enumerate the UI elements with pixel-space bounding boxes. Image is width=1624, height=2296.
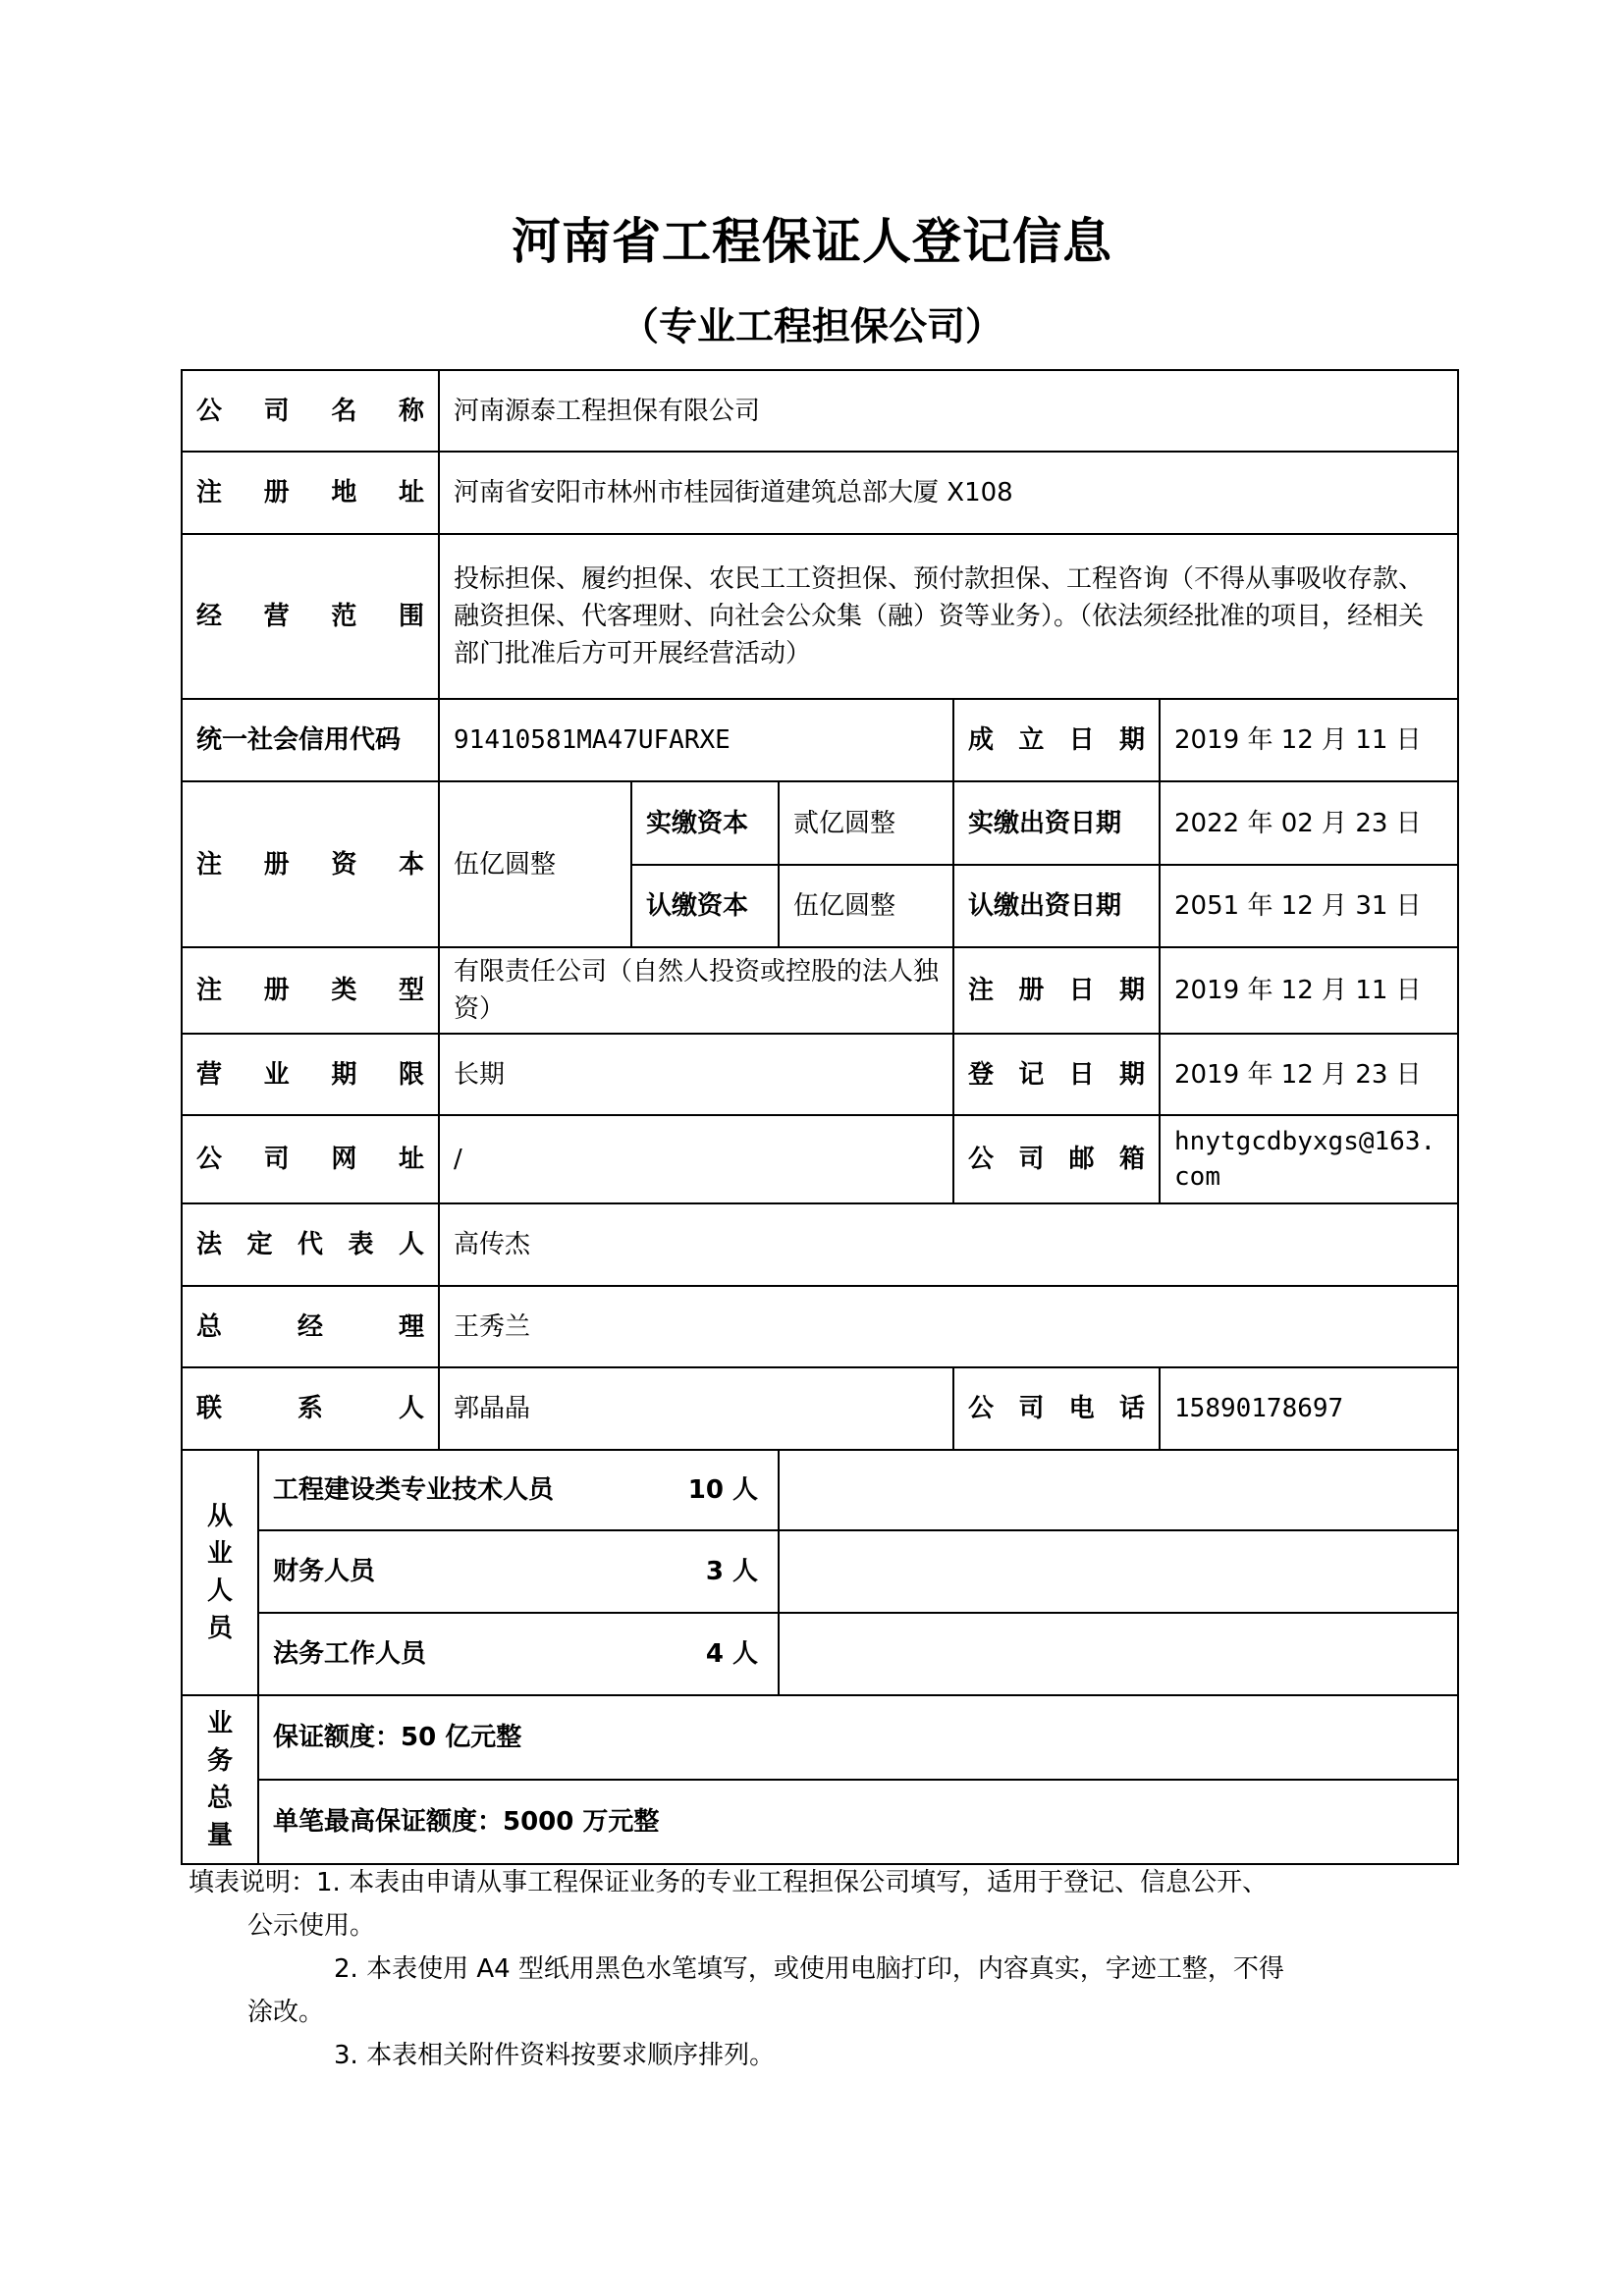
row-business-1 bbox=[182, 1695, 1458, 1780]
row-company-name bbox=[182, 370, 1458, 452]
staff-blank bbox=[779, 1450, 1458, 1530]
staff-blank bbox=[779, 1530, 1458, 1613]
value-legal-rep: 高传杰 bbox=[439, 1203, 1458, 1286]
staff-role: 财务人员 bbox=[273, 1557, 376, 1586]
page-title: 河南省工程保证人登记信息 bbox=[512, 213, 1112, 270]
label-record-date: 登记日期 bbox=[953, 1034, 1160, 1115]
row-gm bbox=[182, 1286, 1458, 1367]
value-company-name: 河南源泰工程担保有限公司 bbox=[439, 370, 1458, 452]
row-legal-rep bbox=[182, 1203, 1458, 1286]
label-subscribed-capital: 认缴资本 bbox=[631, 865, 779, 947]
label-reg-date: 注册日期 bbox=[953, 947, 1160, 1034]
note-line-1b: 公示使用。 bbox=[247, 1911, 376, 1941]
label-capital: 注册资本 bbox=[182, 781, 439, 947]
value-reg-date: 2019 年 12 月 11 日 bbox=[1160, 947, 1458, 1034]
value-credit-code: 91410581MA47UFARXE bbox=[439, 699, 953, 781]
label-staff: 从业人员 bbox=[182, 1450, 258, 1695]
staff-role: 法务工作人员 bbox=[273, 1639, 427, 1669]
value-capital: 伍亿圆整 bbox=[439, 781, 631, 947]
label-phone: 公司电话 bbox=[953, 1367, 1160, 1450]
staff-item bbox=[258, 1450, 779, 1530]
staff-role: 工程建设类专业技术人员 bbox=[273, 1475, 555, 1505]
value-subscribed-capital: 伍亿圆整 bbox=[779, 865, 953, 947]
label-email: 公司邮箱 bbox=[953, 1115, 1160, 1203]
registration-table bbox=[181, 369, 1459, 1865]
row-credit-code bbox=[182, 699, 1458, 781]
label-founded: 成立日期 bbox=[953, 699, 1160, 781]
value-paid-date: 2022 年 02 月 23 日 bbox=[1160, 781, 1458, 865]
note-line-1: 填表说明：1. 本表由申请从事工程保证业务的专业工程担保公司填写，适用于登记、信息公开、 bbox=[189, 1868, 1269, 1897]
row-staff-1 bbox=[182, 1450, 1458, 1530]
value-gm: 王秀兰 bbox=[439, 1286, 1458, 1367]
note-line-2b: 涂改。 bbox=[247, 1998, 325, 2027]
value-website: / bbox=[439, 1115, 953, 1203]
staff-item bbox=[258, 1613, 779, 1695]
note-line-3: 3. 本表相关附件资料按要求顺序排列。 bbox=[334, 2041, 776, 2070]
row-business-2 bbox=[182, 1780, 1458, 1864]
label-reg-type: 注册类型 bbox=[182, 947, 439, 1034]
value-max-single: 单笔最高保证额度：5000 万元整 bbox=[258, 1780, 1458, 1864]
value-reg-type: 有限责任公司（自然人投资或控股的法人独资） bbox=[439, 947, 953, 1034]
label-legal-rep: 法定代表人 bbox=[182, 1203, 439, 1286]
staff-blank bbox=[779, 1613, 1458, 1695]
page-subtitle: （专业工程担保公司） bbox=[620, 305, 1003, 349]
label-company-name: 公司名称 bbox=[182, 370, 439, 452]
row-reg-type bbox=[182, 947, 1458, 1034]
value-phone: 15890178697 bbox=[1160, 1367, 1458, 1450]
label-subscribed-date: 认缴出资日期 bbox=[953, 865, 1160, 947]
value-term: 长期 bbox=[439, 1034, 953, 1115]
value-scope: 投标担保、履约担保、农民工工资担保、预付款担保、工程咨询（不得从事吸收存款、融资担保、代客理财、向社会公众集（融）资等业务）。（依法须经批准的项目，经相关部门批准后方可开展经营活动） bbox=[439, 534, 1458, 699]
value-subscribed-date: 2051 年 12 月 31 日 bbox=[1160, 865, 1458, 947]
row-staff-2 bbox=[182, 1530, 1458, 1613]
label-website: 公司网址 bbox=[182, 1115, 439, 1203]
value-paid-capital: 贰亿圆整 bbox=[779, 781, 953, 865]
row-term bbox=[182, 1034, 1458, 1115]
label-paid-capital: 实缴资本 bbox=[631, 781, 779, 865]
value-email: hnytgcdbyxgs@163.com bbox=[1160, 1115, 1458, 1203]
value-founded: 2019 年 12 月 11 日 bbox=[1160, 699, 1458, 781]
value-guarantee-amount: 保证额度：50 亿元整 bbox=[258, 1695, 1458, 1780]
label-paid-date: 实缴出资日期 bbox=[953, 781, 1160, 865]
label-contact: 联系人 bbox=[182, 1367, 439, 1450]
label-address: 注册地址 bbox=[182, 452, 439, 534]
row-contact bbox=[182, 1367, 1458, 1450]
form-notes bbox=[189, 1861, 1455, 2077]
staff-item bbox=[258, 1530, 779, 1613]
label-term: 营业期限 bbox=[182, 1034, 439, 1115]
note-line-2: 2. 本表使用 A4 型纸用黑色水笔填写，或使用电脑打印，内容真实，字迹工整，不得 bbox=[334, 1954, 1284, 1984]
row-staff-3 bbox=[182, 1613, 1458, 1695]
label-credit-code: 统一社会信用代码 bbox=[182, 699, 439, 781]
staff-count: 10 人 bbox=[687, 1475, 759, 1505]
row-address bbox=[182, 452, 1458, 534]
label-gm: 总经理 bbox=[182, 1286, 439, 1367]
label-scope: 经营范围 bbox=[182, 534, 439, 699]
staff-count: 3 人 bbox=[705, 1557, 759, 1586]
row-capital-paid bbox=[182, 781, 1458, 865]
label-business: 业务总量 bbox=[182, 1695, 258, 1864]
staff-count: 4 人 bbox=[705, 1639, 759, 1669]
row-scope bbox=[182, 534, 1458, 699]
value-record-date: 2019 年 12 月 23 日 bbox=[1160, 1034, 1458, 1115]
value-contact: 郭晶晶 bbox=[439, 1367, 953, 1450]
row-website bbox=[182, 1115, 1458, 1203]
value-address: 河南省安阳市林州市桂园街道建筑总部大厦 X108 bbox=[439, 452, 1458, 534]
